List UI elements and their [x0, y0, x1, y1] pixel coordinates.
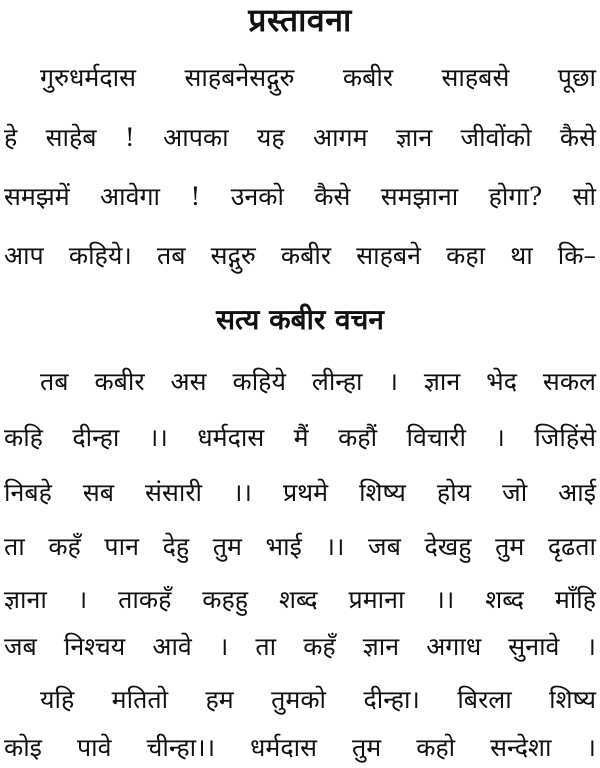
intro-line: आप कहिये। तब सद्गुरु कबीर साहबने कहा था कि– — [4, 241, 596, 270]
section-heading: सत्य कबीर वचन — [216, 303, 384, 336]
verse-line: ज्ञाना । ताकहँ कहहु शब्द प्रमाना ।। शब्द माँहि — [4, 585, 596, 614]
intro-line: हे साहेब ! आपका यह आगम ज्ञान जीवोंको कैसे — [4, 123, 596, 152]
intro-line: समझमें आवेगा ! उनको कैसे समझाना होगा? सो — [4, 182, 596, 211]
verse-line: ता कहँ पान देहु तुम भाई ।। जब देखहु तुम दृढता — [4, 532, 596, 561]
verse-line: कहि दीन्हा ।। धर्मदास मैं कहौं विचारी । जिहिंसे — [4, 423, 596, 452]
verse-line: तब कबीर अस कहिये लीन्हा । ज्ञान भेद सकल — [40, 367, 596, 396]
verse-line: यहि मतितो हम तुमको दीन्हा। बिरला शिष्य — [40, 685, 596, 714]
verse-line: निबहे सब संसारी ।। प्रथमे शिष्य होय जो आई — [4, 478, 596, 507]
intro-line: गुरुधर्मदास साहबनेसद्गुरु कबीर साहबसे पूछा — [40, 63, 596, 92]
verse-line: कोइ पावे चीन्हा।। धर्मदास तुम कहो सन्देशा । — [4, 733, 596, 762]
page-title: प्रस्तावना — [248, 1, 352, 39]
verse-line: जब निश्चय आवे । ता कहँ ज्ञान अगाध सुनावे । — [4, 632, 596, 661]
